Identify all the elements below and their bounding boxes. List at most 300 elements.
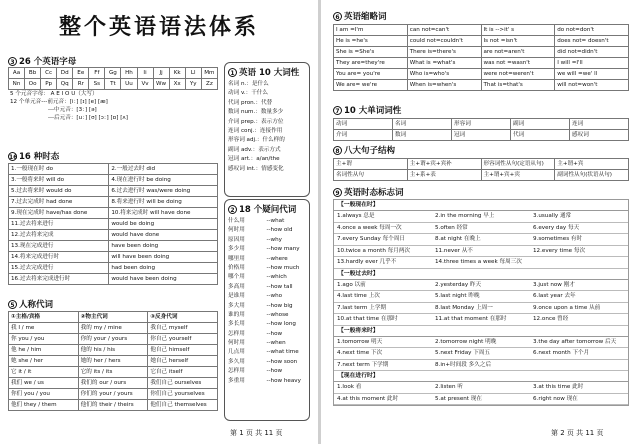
- table-cell: Yy: [185, 79, 201, 90]
- table-cell: Jj: [153, 68, 169, 79]
- table-cell: Tt: [105, 79, 121, 90]
- table-cell: we will =we' ll: [555, 69, 629, 80]
- signal-word: 6.every day 每天: [533, 224, 580, 231]
- question-word: --how soon: [266, 358, 298, 365]
- alphabet-row: [9, 68, 218, 79]
- question-word-item: [225, 283, 309, 292]
- table-cell: 13.现在完成进行: [9, 241, 109, 252]
- part-of-speech-item: 感叹词 int.：情感变化: [228, 165, 284, 172]
- question-word-item: [225, 311, 309, 320]
- table-cell: Who is=who's: [407, 69, 481, 80]
- question-word: --what time: [266, 349, 299, 356]
- word-classes-table: [333, 118, 629, 141]
- table-cell: did not=didn't: [555, 47, 629, 58]
- table-cell: 她 she / her: [9, 356, 79, 367]
- table-cell: 9.现在完成时 have/has done: [9, 208, 109, 219]
- table-cell: 冠词: [452, 130, 511, 141]
- table-cell: 12.过去将来完成: [9, 230, 109, 241]
- tense-row: [9, 186, 218, 197]
- signal-word: 11.at that moment 在那时: [435, 316, 507, 322]
- question-word-item: [225, 217, 309, 226]
- table-cell: 他自己 himself: [148, 345, 218, 356]
- question-word-item: [225, 367, 309, 376]
- table-cell: 名词: [393, 119, 452, 130]
- signal-word: 4.next time 下次: [337, 350, 383, 356]
- table-cell: He is =he's: [334, 36, 408, 47]
- signal-word: 5.last night 昨晚: [435, 293, 480, 299]
- table-cell: 主+谓+宾+宾补: [407, 159, 481, 170]
- question-word-item: [225, 226, 309, 235]
- signal-word: 6.next month 下个月: [533, 350, 590, 356]
- question-word-item: [225, 245, 309, 254]
- table-cell: 5.过去将来时 would do: [9, 186, 109, 197]
- question-word-item: [225, 302, 309, 311]
- tense-row: [9, 263, 218, 274]
- question-meaning: 哪里用: [228, 255, 245, 262]
- signal-word: 12.once 曾经: [533, 316, 569, 322]
- signal-word: 3.at this time 此时: [533, 384, 584, 390]
- column-header: ①主格/宾格: [9, 312, 79, 323]
- signal-word: 1.ago 以前: [337, 281, 366, 288]
- table-cell: 你 you / you: [9, 334, 79, 345]
- contractions-table: [333, 24, 629, 91]
- signal-word-row: [334, 280, 628, 292]
- table-cell: 2.一般过去时 did: [109, 164, 218, 175]
- question-word: --where: [266, 255, 288, 262]
- tense-row: [9, 241, 218, 252]
- question-word: --how many: [266, 246, 300, 253]
- table-cell: There is=there's: [407, 47, 481, 58]
- pronoun-row: [9, 356, 218, 367]
- table-cell: will have been doing: [109, 252, 218, 263]
- parts-of-speech-box: [224, 62, 310, 197]
- contraction-row: [334, 58, 629, 69]
- table-cell: That is=that's: [481, 80, 555, 91]
- question-word-item: [225, 264, 309, 273]
- table-cell: 它自己 itself: [148, 367, 218, 378]
- signal-word-row: [334, 246, 628, 258]
- question-meaning: 何时用: [228, 227, 245, 234]
- signal-word: 12.every time 每次: [533, 247, 586, 254]
- signal-word: 10.at that time 在那时: [337, 316, 398, 322]
- tense-row: [9, 219, 218, 230]
- word-class-row: [334, 130, 629, 141]
- contraction-row: [334, 36, 629, 47]
- tense-row: [9, 252, 218, 263]
- signal-word-row: [334, 211, 628, 223]
- part-of-speech-item: 连词 conj.：连接作用: [228, 127, 283, 134]
- signal-word-row: [334, 337, 628, 349]
- table-cell: 它 it / it: [9, 367, 79, 378]
- table-cell: 感叹词: [570, 130, 629, 141]
- contraction-row: [334, 25, 629, 36]
- pronoun-row: [9, 400, 218, 411]
- table-cell: Ss: [89, 79, 105, 90]
- section-contractions-heading: 6 英语缩略词: [333, 10, 387, 22]
- table-cell: 我自己 myself: [148, 323, 218, 334]
- question-meaning: 什么用: [228, 218, 245, 224]
- section-tenses-heading: 16 16 种时态: [9, 152, 60, 162]
- page-footer: 第 1 页 共 11 页: [230, 429, 283, 437]
- signal-word: 4.at this moment 此时: [337, 395, 399, 402]
- question-words-box: [224, 199, 310, 421]
- signal-word-row: [334, 382, 628, 394]
- signal-word: 5.often 经常: [435, 224, 468, 231]
- table-cell: 我们 we / us: [9, 378, 79, 389]
- signal-word-row: [334, 348, 628, 360]
- question-word: --what: [266, 218, 285, 224]
- signal-word-row: [334, 257, 628, 269]
- pronoun-row: [9, 378, 218, 389]
- tense-row: [9, 175, 218, 186]
- section-pronouns-heading: 5 人称代词: [8, 298, 53, 310]
- table-cell: will not=won't: [555, 80, 629, 91]
- table-cell: Oo: [25, 79, 41, 90]
- table-cell: would be doing: [109, 219, 218, 230]
- question-word: --when: [266, 340, 286, 347]
- question-word: --how long: [266, 321, 296, 328]
- question-word-item: [225, 377, 309, 386]
- signal-word: [530, 360, 628, 371]
- signal-word: 3.just now 刚才: [533, 281, 575, 288]
- section-question-heading: 2 18 个疑问代词: [225, 200, 309, 217]
- signal-word: 1.look 看: [337, 384, 362, 390]
- table-cell: was not =wasn't: [481, 58, 555, 69]
- part-of-speech-item: 副词 adv.：表示方式: [228, 146, 281, 153]
- signal-word-row: [334, 234, 628, 246]
- table-cell: Uu: [121, 79, 137, 90]
- pronoun-row: [9, 367, 218, 378]
- pronoun-header-row: [9, 312, 218, 323]
- question-word: --which: [266, 274, 287, 281]
- table-cell: 1.一般现在时 do: [9, 164, 109, 175]
- question-word-item: [225, 292, 309, 301]
- table-cell: Dd: [57, 68, 73, 79]
- vowel-sounds-front: 12 个单元音---前元音：[i：] [ɪ] [e] [æ]: [10, 99, 108, 105]
- table-cell: 我的 my / mine: [78, 323, 148, 334]
- tense-row: [9, 208, 218, 219]
- table-cell: 我 I / me: [9, 323, 79, 334]
- part-of-speech-item: 形容词 adj.：什么样的: [228, 137, 285, 144]
- signal-word: 9.once upon a time 从前: [533, 304, 601, 311]
- signal-word: 13.hardly ever 几乎不: [337, 259, 397, 265]
- tense-row: [9, 274, 218, 285]
- question-word-item: [225, 255, 309, 264]
- table-cell: Mm: [201, 68, 217, 79]
- signal-word: 7.last term 上学期: [337, 304, 387, 311]
- signal-word: 7.every Sunday 每个周日: [337, 236, 406, 242]
- table-cell: Ww: [153, 79, 169, 90]
- part-of-speech-item: 冠词 art.：a/an/the: [228, 156, 280, 163]
- table-cell: Ll: [185, 68, 201, 79]
- signal-word: [530, 257, 628, 268]
- question-meaning: 何时用: [228, 340, 245, 347]
- part-of-speech-item: 代词 pron.：代替: [228, 99, 273, 106]
- question-word-item: [225, 348, 309, 357]
- signal-word: 5.at present 现在: [435, 395, 482, 402]
- table-cell: 15.过去完成进行: [9, 263, 109, 274]
- table-cell: Hh: [121, 68, 137, 79]
- table-cell: were not=weren't: [481, 69, 555, 80]
- section-pos-heading: 1 英语 10 大词性: [225, 63, 309, 80]
- question-word: --who: [266, 293, 283, 300]
- signal-word: 14.three times a week 每周三次: [435, 259, 522, 265]
- table-cell: 副词性从句(状语从句): [555, 170, 629, 181]
- table-cell: 主+谓+宾+宾: [481, 170, 555, 181]
- table-cell: 它的 its / its: [78, 367, 148, 378]
- question-word-item: [225, 330, 309, 339]
- table-cell: Vv: [137, 79, 153, 90]
- table-cell: 7.过去完成时 had done: [9, 197, 109, 208]
- page-footer-2: 第 2 页 共 11 页: [551, 429, 604, 437]
- vowel-sounds-back: ---后元音：[u：] [ʊ] [ɔ：] [ɒ] [ʌ]: [48, 115, 128, 121]
- question-word-item: [225, 358, 309, 367]
- table-cell: would have been doing: [109, 274, 218, 285]
- pronoun-row: [9, 323, 218, 334]
- signal-word-row: [334, 394, 628, 406]
- question-meaning: 价格用: [228, 264, 245, 271]
- table-cell: 他们 they / them: [9, 400, 79, 411]
- pronoun-row: [9, 389, 218, 400]
- question-word-item: [225, 320, 309, 329]
- question-meaning: 谁的用: [228, 311, 245, 318]
- table-cell: does not= doesn't: [555, 36, 629, 47]
- table-cell: 你们 you / you: [9, 389, 79, 400]
- table-cell: 她的 her / hers: [78, 356, 148, 367]
- table-cell: 10.将来完成时 will have done: [109, 208, 218, 219]
- table-cell: 8.将来进行时 will be doing: [109, 197, 218, 208]
- section-signals-heading: 9 英语时态标志词: [333, 186, 404, 198]
- signal-word: 1.tomorrow 明天: [337, 338, 383, 345]
- signal-word-row: [334, 314, 628, 326]
- signal-word-row: [334, 360, 628, 372]
- column-header: ②物主代词: [78, 312, 148, 323]
- table-cell: She is =She's: [334, 47, 408, 58]
- question-meaning: 多长用: [228, 321, 245, 328]
- signal-word-row: [334, 223, 628, 235]
- tense-group-heading: 【一般将来时】: [334, 326, 628, 337]
- table-cell: 他 he / him: [9, 345, 79, 356]
- signal-word: 2.in the morning 早上: [435, 213, 495, 219]
- table-cell: could not=couldn't: [407, 36, 481, 47]
- table-cell: It is -->it' s: [481, 25, 555, 36]
- table-cell: do not=don't: [555, 25, 629, 36]
- signal-word: 1.always 总是: [337, 213, 375, 219]
- question-word: --whose: [266, 311, 289, 318]
- question-meaning: 怎样用: [228, 368, 245, 375]
- table-cell: Pp: [41, 79, 57, 90]
- question-meaning: 多久用: [228, 358, 245, 365]
- contraction-row: [334, 80, 629, 91]
- table-cell: 6.过去进行时 was/were doing: [109, 186, 218, 197]
- table-cell: 形容词: [452, 119, 511, 130]
- pronoun-row: [9, 334, 218, 345]
- column-header: ③反身代词: [148, 312, 218, 323]
- table-cell: Ii: [137, 68, 153, 79]
- signal-word: 10.twice a month 每月两次: [337, 247, 411, 254]
- signal-word: 5.next Friday 下周五: [435, 350, 491, 356]
- question-words-list: [225, 217, 309, 386]
- signal-word: 4.last time 上次: [337, 293, 380, 299]
- question-word: --how old: [266, 227, 293, 234]
- question-meaning: 原因用: [228, 236, 245, 243]
- section-wordclass-heading: 7 10 大单词词性: [333, 104, 401, 116]
- table-cell: They are=they're: [334, 58, 408, 69]
- table-cell: 副词: [511, 119, 570, 130]
- table-cell: 连词: [570, 119, 629, 130]
- table-cell: What is =what's: [407, 58, 481, 69]
- table-cell: I will =I'll: [555, 58, 629, 69]
- page-title: 整个英语语法体系: [58, 14, 259, 40]
- table-cell: When is=when's: [407, 80, 481, 91]
- table-cell: had been doing: [109, 263, 218, 274]
- table-cell: 主+系+表: [407, 170, 481, 181]
- tense-group-heading: 【现在进行时】: [334, 371, 628, 382]
- table-cell: 你们的 your / yours: [78, 389, 148, 400]
- signal-word: 8.last Monday 上周一: [435, 304, 493, 311]
- signal-word: 11.never 从不: [435, 247, 473, 254]
- vowel-sounds-middle: ---中元音：[3：] [ə]: [48, 107, 97, 113]
- document-page-2: [321, 0, 635, 444]
- structure-row: [334, 170, 629, 181]
- tense-signal-words: [333, 199, 629, 406]
- table-cell: Qq: [57, 79, 73, 90]
- table-cell: 4.现在进行时 be doing: [109, 175, 218, 186]
- signal-word: 3.the day after tomorrow 后天: [533, 338, 617, 345]
- question-word: --how heavy: [266, 377, 301, 384]
- section-alphabet-heading: 3 26 个英语字母: [8, 55, 76, 67]
- table-cell: Ff: [89, 68, 105, 79]
- table-cell: Gg: [105, 68, 121, 79]
- signal-word: 7.next term 下学期: [337, 361, 389, 368]
- table-cell: I am =I'm: [334, 25, 408, 36]
- tense-row: [9, 197, 218, 208]
- tenses-table: [8, 163, 218, 285]
- question-word: --how big: [266, 302, 293, 309]
- table-cell: We are= we're: [334, 80, 408, 91]
- table-cell: 14.将来完成进行时: [9, 252, 109, 263]
- part-of-speech-item: 介词 prep.：表示方位: [228, 118, 284, 125]
- alphabet-table: [8, 67, 218, 90]
- table-cell: 她自己 herself: [148, 356, 218, 367]
- part-of-speech-item: 名词 n.：是什么: [228, 81, 269, 87]
- tense-row: [9, 164, 218, 175]
- table-cell: Cc: [41, 68, 57, 79]
- pronouns-table: [8, 311, 218, 411]
- question-meaning: 多少用: [228, 246, 245, 253]
- signal-word: 2.tomorrow night 明晚: [435, 338, 497, 345]
- question-meaning: 是谁用: [228, 293, 245, 300]
- table-cell: Nn: [9, 79, 25, 90]
- table-cell: 主+谓: [334, 159, 408, 170]
- question-word: --why: [266, 236, 282, 243]
- table-cell: 你自己 yourself: [148, 334, 218, 345]
- signal-word: 2.listen 听: [435, 384, 463, 390]
- contraction-row: [334, 47, 629, 58]
- question-word: --how: [266, 368, 283, 375]
- table-cell: 介词: [334, 130, 393, 141]
- table-cell: 动词: [334, 119, 393, 130]
- table-cell: can not=can't: [407, 25, 481, 36]
- table-cell: 我们的 our / ours: [78, 378, 148, 389]
- table-cell: 代词: [511, 130, 570, 141]
- table-cell: 名词性从句: [334, 170, 408, 181]
- question-meaning: 多大用: [228, 302, 245, 309]
- vowel-letters-line: 5 个元音字母： A E I O U（大写）: [10, 91, 98, 97]
- question-word-item: [225, 339, 309, 348]
- signal-word: 3.usually 通常: [533, 213, 572, 219]
- contraction-row: [334, 69, 629, 80]
- word-class-row: [334, 119, 629, 130]
- structure-row: [334, 159, 629, 170]
- question-word: --how: [266, 330, 283, 337]
- table-cell: 他的 his / his: [78, 345, 148, 356]
- question-meaning: 几点用: [228, 349, 245, 356]
- signal-word-row: [334, 303, 628, 315]
- table-cell: 他们自己 themselves: [148, 400, 218, 411]
- table-cell: Rr: [73, 79, 89, 90]
- part-of-speech-item: 动词 v.：干什么: [228, 90, 268, 97]
- tense-group-heading: 【一般过去时】: [334, 269, 628, 280]
- table-cell: Kk: [169, 68, 185, 79]
- sentence-structures-table: [333, 158, 629, 181]
- table-cell: 他们的 their / theirs: [78, 400, 148, 411]
- table-cell: Bb: [25, 68, 41, 79]
- table-cell: 我们自己 ourselves: [148, 378, 218, 389]
- question-word: --how tall: [266, 283, 293, 290]
- table-cell: 主+谓+宾: [555, 159, 629, 170]
- signal-word: 4.once a week 每周一次: [337, 224, 402, 231]
- signal-word: 2.yesterday 昨天: [435, 281, 482, 288]
- table-cell: You are= you're: [334, 69, 408, 80]
- question-word-item: [225, 273, 309, 282]
- table-cell: 你的 your / yours: [78, 334, 148, 345]
- signal-word: 6.last year 去年: [533, 293, 576, 299]
- question-word-item: [225, 236, 309, 245]
- signal-word: 6.right now 现在: [533, 395, 578, 402]
- table-cell: have been doing: [109, 241, 218, 252]
- signal-word: 8.in+时间段 多久之后: [435, 361, 492, 368]
- tense-row: [9, 230, 218, 241]
- table-cell: 形容词性从句(定语从句): [481, 159, 555, 170]
- table-cell: 3.一般将来时 will do: [9, 175, 109, 186]
- pronoun-row: [9, 345, 218, 356]
- parts-of-speech-list: [225, 80, 309, 174]
- question-meaning: 怎样用: [228, 330, 245, 337]
- signal-word: 9.sometimes 有时: [533, 236, 583, 242]
- table-cell: 数词: [393, 130, 452, 141]
- section-structures-heading: 8 八大句子结构: [333, 144, 395, 156]
- table-cell: Aa: [9, 68, 25, 79]
- alphabet-row: [9, 79, 218, 90]
- table-cell: would have done: [109, 230, 218, 241]
- table-cell: 16.过去将来完成进行时: [9, 274, 109, 285]
- table-cell: 11.过去将来进行: [9, 219, 109, 230]
- table-cell: Ee: [73, 68, 89, 79]
- signal-word-row: [334, 291, 628, 303]
- question-meaning: 多高用: [228, 283, 245, 290]
- tense-group-heading: 【一般现在时】: [334, 200, 628, 211]
- table-cell: Zz: [201, 79, 217, 90]
- question-word: --how much: [266, 264, 300, 271]
- table-cell: Is not =isn't: [481, 36, 555, 47]
- table-cell: are not=aren't: [481, 47, 555, 58]
- question-meaning: 多重用: [228, 377, 245, 384]
- table-cell: Xx: [169, 79, 185, 90]
- table-cell: 你们自己 yourselves: [148, 389, 218, 400]
- question-meaning: 哪个用: [228, 274, 245, 281]
- signal-word: 8.at night 在晚上: [435, 236, 481, 242]
